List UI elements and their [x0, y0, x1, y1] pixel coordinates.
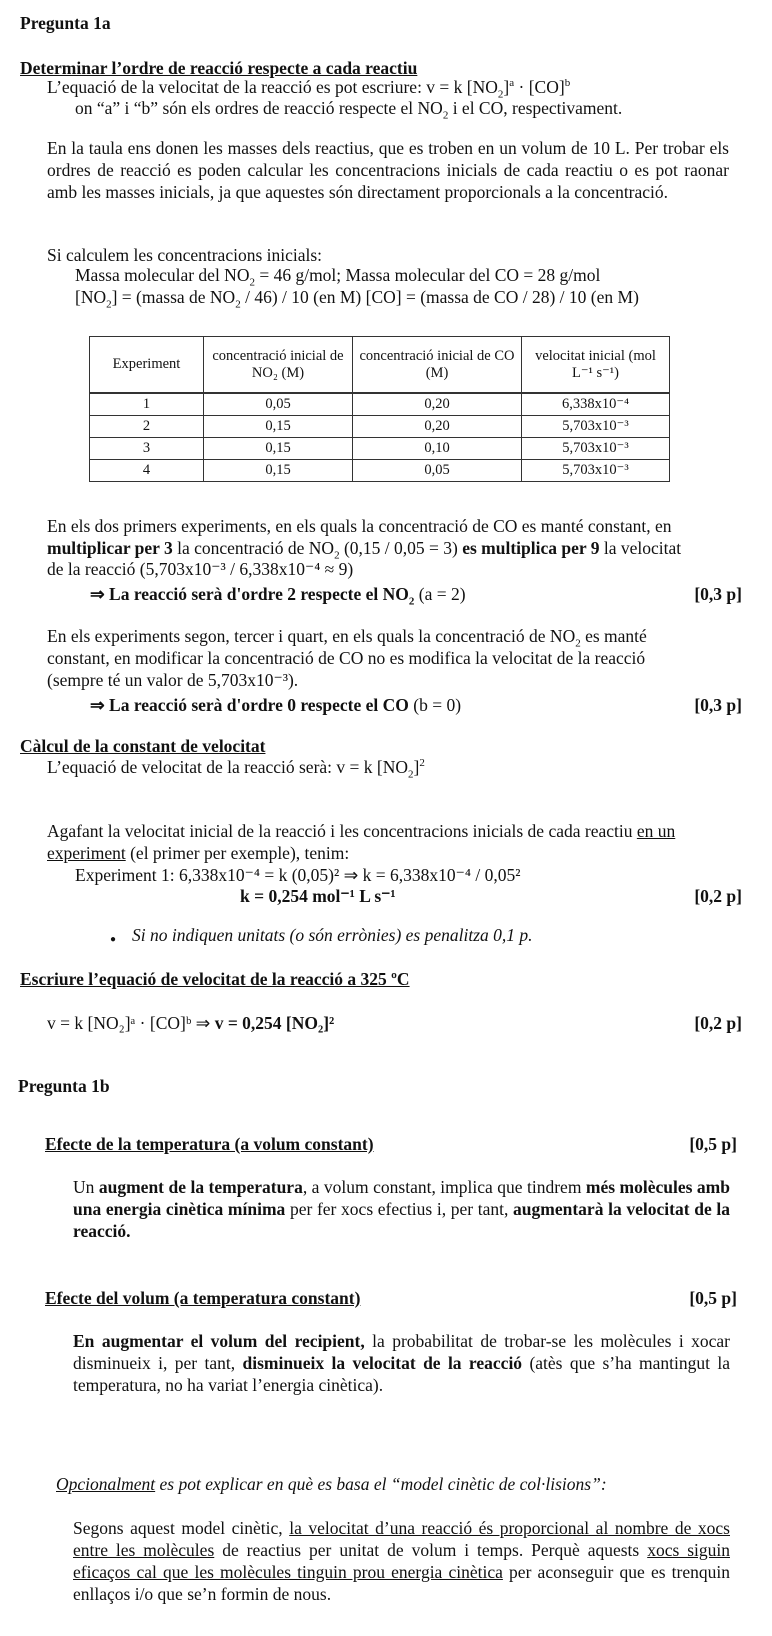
experiment-1-calc: Experiment 1: 6,338x10⁻⁴ = k (0,05)² ⇒ k = 6,338x10⁻⁴ / 0,05² [75, 865, 521, 885]
volume-effect-paragraph: En augmentar el volum del recipient, la probabilitat de trobar-se les molècules i xocar disminueix i, per tant, disminueix la velocitat de la reacció (atès que s’ha mantingut la temperatura, no ha variat l’energia cinètica). [73, 1331, 730, 1395]
table-cell: 1 [90, 393, 204, 416]
concentration-formula-line: $[NO_2]$ = (massa de $NO_2 / 46) / 10$ (en M) [CO] = (massa de CO / 28) / 10 (en M) [75, 287, 639, 311]
points-0-5-a: [0,5 p] [689, 1134, 737, 1154]
rate-constant-result: k = 0,254 mol⁻¹ L s⁻¹ [240, 886, 396, 906]
points-0-3-a: [0,3 p] [694, 584, 742, 604]
bullet-icon: ● [110, 934, 117, 945]
table-cell: 0,20 [353, 416, 522, 438]
analysis2-line-2: constant, en modificar la concentració de CO no es modifica la velocitat de la reacció [47, 648, 646, 668]
rate-constant-para-line-2: experiment (el primer per exemple), tenim: [47, 843, 350, 863]
analysis-line-2: multiplicar per 3 la concentració de $NO_2$ (0,15 / 0,05 = 3) es multiplica per 9 la velocitat [47, 538, 682, 562]
table-row [90, 416, 670, 438]
analysis2-line-3: (sempre té un valor de 5,703x10⁻³). [47, 670, 299, 690]
molecular-mass-line: Massa molecular del $NO_2 = 46$ g/mol; Massa molecular del CO = 28 g/mol [75, 265, 601, 289]
rate-law-line: L’equació de velocitat de la reacció serà: v = k $[NO_2]^2$ [47, 757, 425, 781]
section-heading-reaction-order: Determinar l’ordre de reacció respecte a cada reactiu [20, 58, 418, 78]
analysis-line-3: de la reacció (5,703x10⁻³ / 6,338x10⁻⁴ ≈ 9) [47, 559, 354, 579]
conclusion-order-no2: ⇒ La reacció serà d'ordre 2 respecte el $NO_2$ (a = 2) [90, 584, 466, 608]
section-heading-volume: Efecte del volum (a temperatura constant) [45, 1288, 361, 1308]
table-cell: 0,05 [204, 393, 353, 416]
analysis-line-1: En els dos primers experiments, en els quals la concentració de CO es manté constant, en [47, 516, 672, 536]
table-cell: 0,20 [353, 393, 522, 416]
table-row [90, 393, 670, 416]
calc-intro: Si calculem les concentracions inicials: [47, 245, 323, 265]
table-cell: 0,15 [204, 416, 353, 438]
question-1b-title: Pregunta 1b [18, 1076, 110, 1096]
table-cell: 2 [90, 416, 204, 438]
table-cell: 5,703x10⁻³ [522, 438, 670, 460]
table-cell: 4 [90, 460, 204, 482]
order-definition-line: on “a” i “b” són els ordres de reacció respecte el $NO_2$ i el CO, respectivament. [75, 98, 623, 122]
rate-equation-line: L’equació de la velocitat de la reacció es pot escriure: v = k $[NO_2]^a \cdot [CO]^b$ [47, 77, 571, 101]
table-cell: 6,338x10⁻⁴ [522, 393, 670, 416]
table-cell: 5,703x10⁻³ [522, 416, 670, 438]
section-heading-temperature: Efecte de la temperatura (a volum constant) [45, 1134, 374, 1154]
table-header-rate: velocitat inicial (mol L⁻¹ s⁻¹) [522, 337, 670, 394]
table-header-experiment: Experiment [90, 337, 204, 394]
section-heading-rate-constant: Càlcul de la constant de velocitat [20, 736, 266, 756]
analysis2-line-1: En els experiments segon, tercer i quart, en els quals la concentració de $NO_2$ es manté [47, 626, 647, 650]
collision-model-paragraph: Segons aquest model cinètic, la velocitat d’una reacció és proporcional al nombre de xocs entre les molècules de reactius per unitat de volum i temps. Perquè aquests xocs siguin eficaços cal que les molècules tinguin prou energia cinètica per aconseguir que es trenquin enllaços i/o que se’n formin de nous. [73, 1518, 730, 1604]
table-row [90, 460, 670, 482]
question-1a-title: Pregunta 1a [20, 13, 111, 33]
table-header-no2: concentració inicial de NO₂ (M) [204, 337, 353, 394]
table-row [90, 438, 670, 460]
table-cell: 0,10 [353, 438, 522, 460]
table-header-co: concentració inicial de CO (M) [353, 337, 522, 394]
table-cell: 0,15 [204, 460, 353, 482]
final-rate-equation: v = k [NO₂]ᵃ · [CO]ᵇ ⇒ v = 0,254 [NO₂]² [47, 1013, 335, 1033]
rate-constant-para-line-1: Agafant la velocitat inicial de la reacció i les concentracions inicials de cada reactiu en un [47, 821, 676, 841]
optional-note: Opcionalment es pot explicar en què es basa el “model cinètic de col·lisions”: [56, 1474, 607, 1494]
concentration-table [89, 336, 670, 482]
conclusion-order-co: ⇒ La reacció serà d'ordre 0 respecte el CO (b = 0) [90, 695, 462, 715]
table-cell: 3 [90, 438, 204, 460]
points-0-3-b: [0,3 p] [694, 695, 742, 715]
table-explanation-paragraph: En la taula ens donen les masses dels reactius, que es troben en un volum de 10 L. Per trobar els ordres de reacció es poden calcular les concentracions inicials de cada reactiu o es pot raonar amb les masses inicials, ja que aquestes són directament proporcionals a la concentració. [47, 138, 729, 202]
table-cell: 0,15 [204, 438, 353, 460]
points-0-2-b: [0,2 p] [694, 1013, 742, 1033]
table-cell: 5,703x10⁻³ [522, 460, 670, 482]
points-0-5-b: [0,5 p] [689, 1288, 737, 1308]
section-heading-rate-equation: Escriure l’equació de velocitat de la reacció a 325 ºC [20, 969, 410, 989]
points-0-2-a: [0,2 p] [694, 886, 742, 906]
table-cell: 0,05 [353, 460, 522, 482]
temperature-effect-paragraph: Un augment de la temperatura, a volum constant, implica que tindrem més molècules amb una energia cinètica mínima per fer xocs efectius i, per tant, augmentarà la velocitat de la reacció. [73, 1177, 730, 1241]
units-penalty-note: Si no indiquen unitats (o són errònies) es penalitza 0,1 p. [132, 925, 533, 945]
